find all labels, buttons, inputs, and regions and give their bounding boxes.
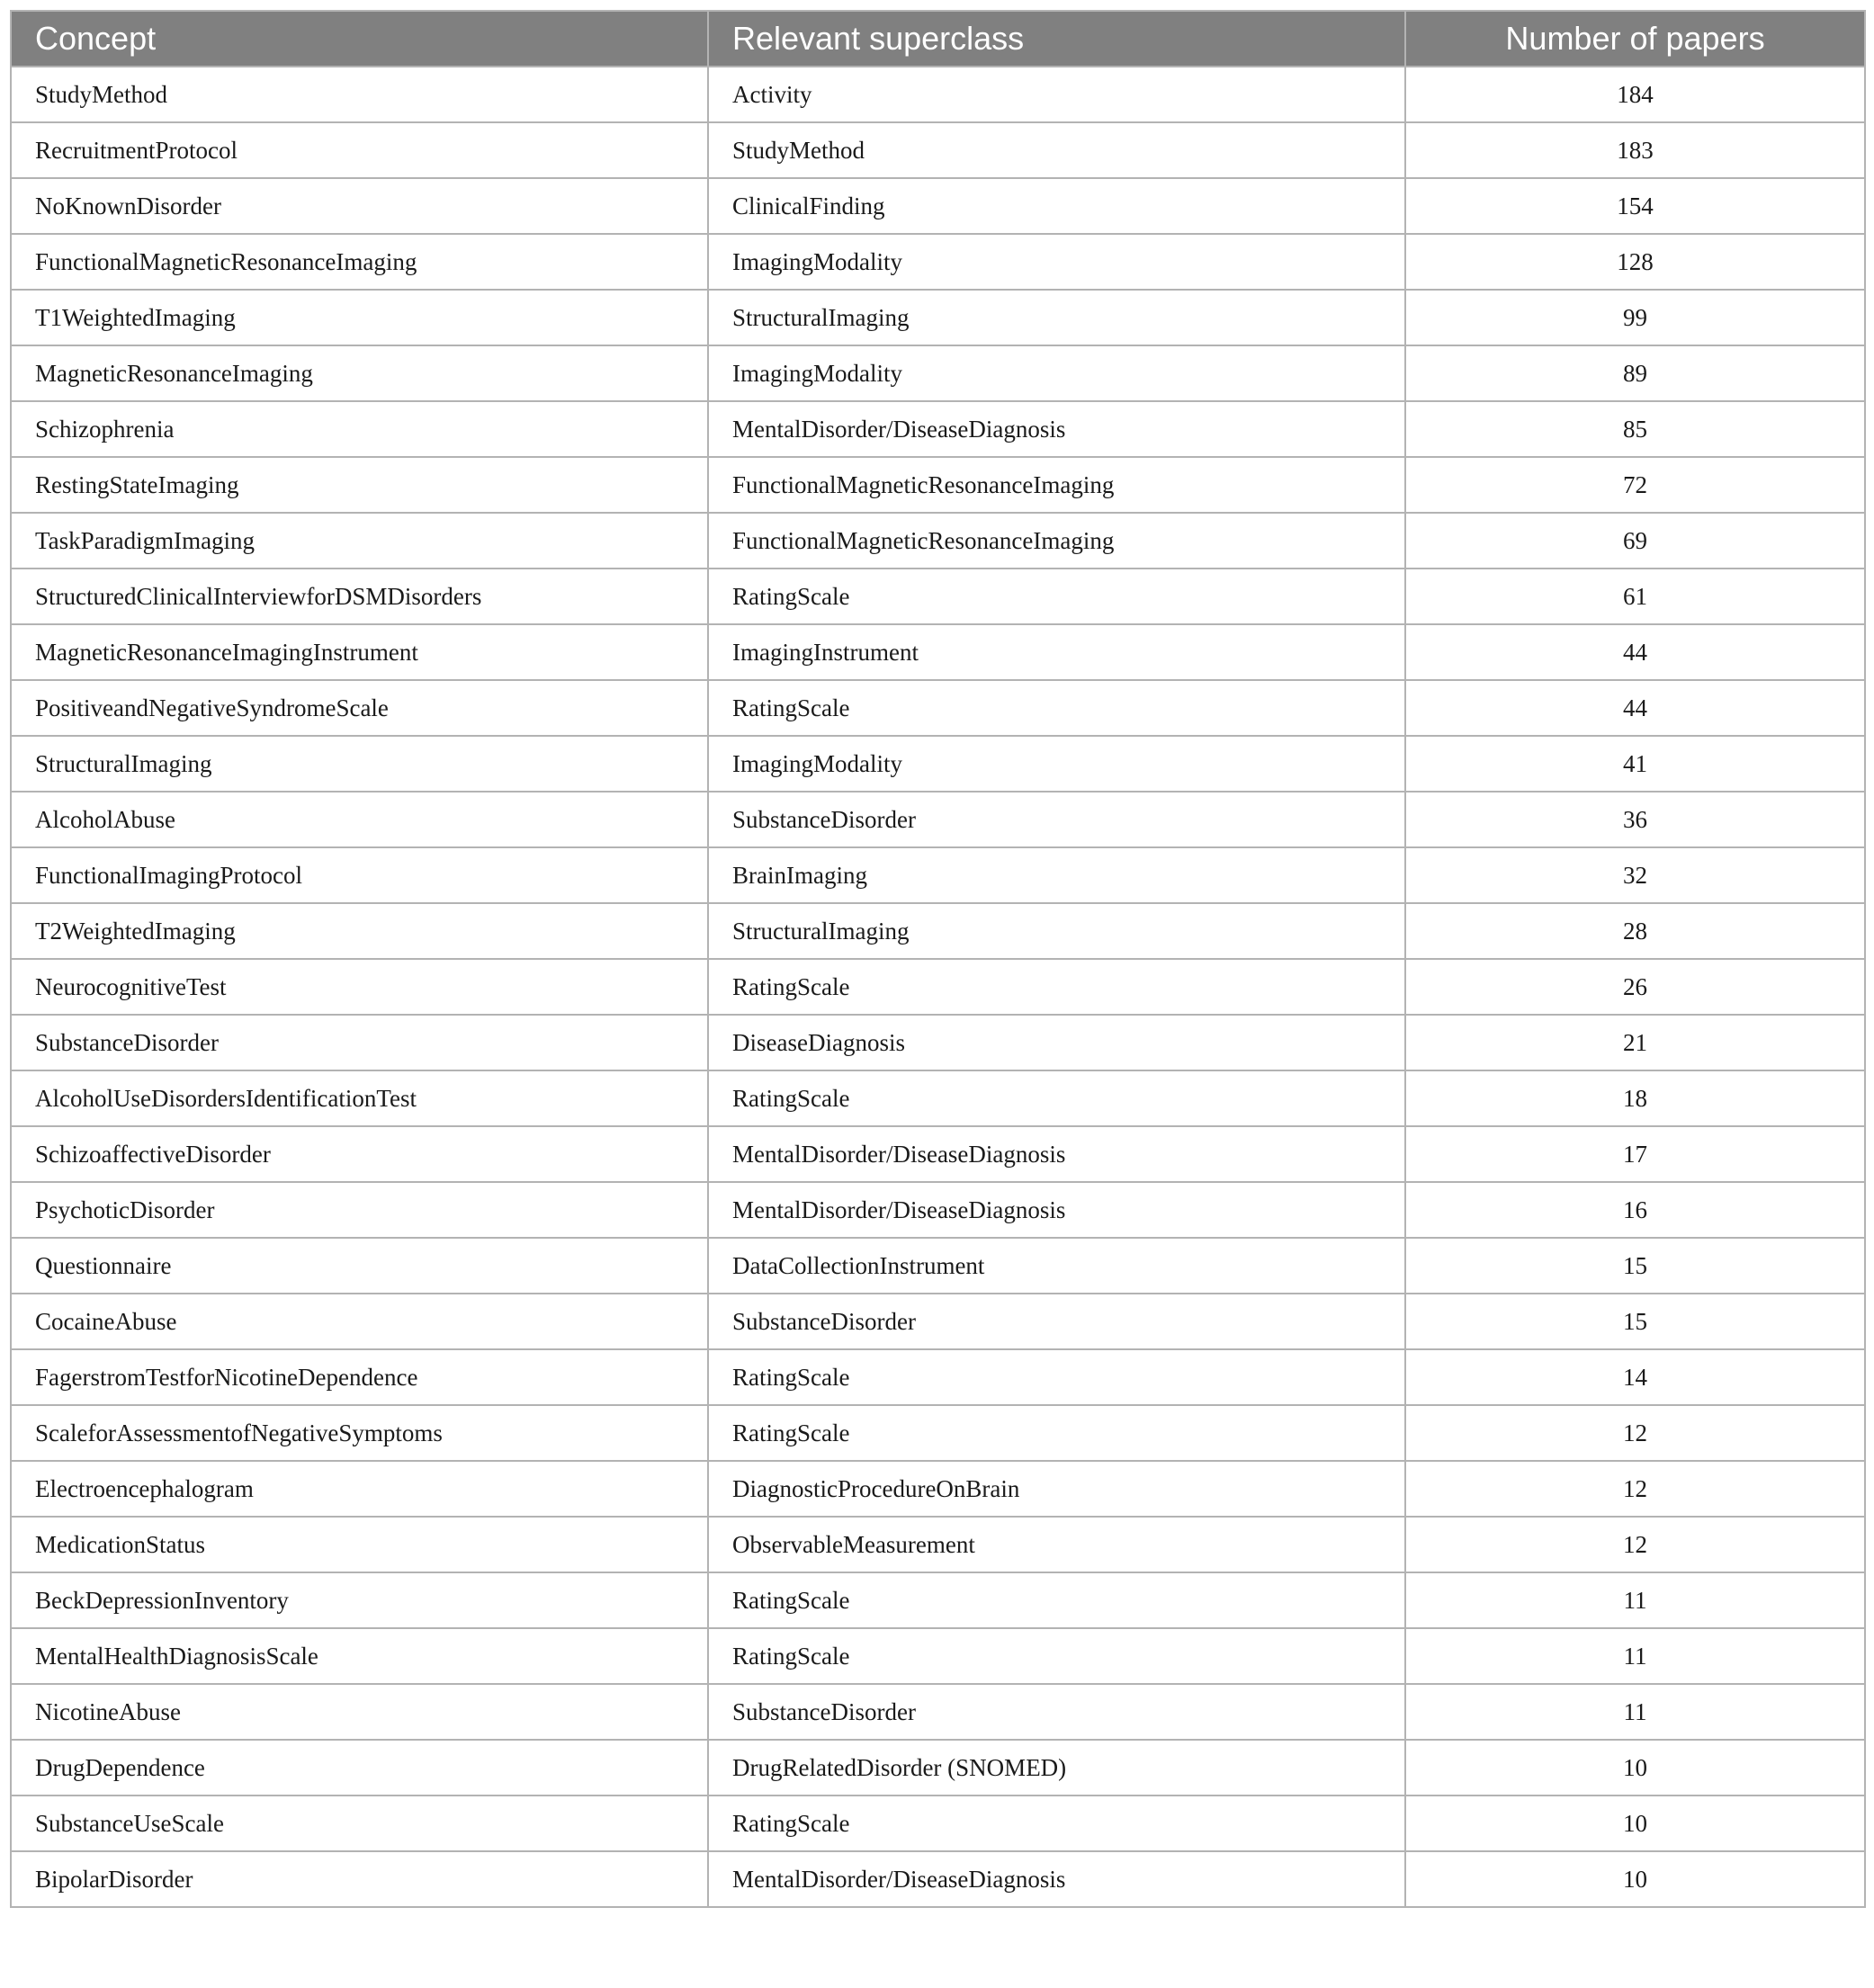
table-row bbox=[11, 345, 1865, 401]
cell-number-of-papers: 128 bbox=[1405, 234, 1865, 290]
table-row bbox=[11, 680, 1865, 736]
table-row bbox=[11, 1349, 1865, 1405]
cell-superclass: RatingScale bbox=[708, 1405, 1405, 1461]
header-number-of-papers: Number of papers bbox=[1405, 11, 1865, 67]
cell-number-of-papers: 99 bbox=[1405, 290, 1865, 345]
cell-concept: StructuredClinicalInterviewforDSMDisorders bbox=[11, 569, 708, 624]
table-row bbox=[11, 1851, 1865, 1907]
cell-superclass: RatingScale bbox=[708, 1628, 1405, 1684]
cell-number-of-papers: 10 bbox=[1405, 1740, 1865, 1795]
cell-number-of-papers: 15 bbox=[1405, 1294, 1865, 1349]
cell-number-of-papers: 26 bbox=[1405, 959, 1865, 1015]
cell-superclass: RatingScale bbox=[708, 1572, 1405, 1628]
table-row bbox=[11, 1182, 1865, 1238]
cell-number-of-papers: 12 bbox=[1405, 1517, 1865, 1572]
cell-number-of-papers: 89 bbox=[1405, 345, 1865, 401]
cell-concept: ScaleforAssessmentofNegativeSymptoms bbox=[11, 1405, 708, 1461]
cell-number-of-papers: 184 bbox=[1405, 67, 1865, 122]
table-row bbox=[11, 1126, 1865, 1182]
table-row bbox=[11, 290, 1865, 345]
cell-concept: PsychoticDisorder bbox=[11, 1182, 708, 1238]
cell-superclass: MentalDisorder/DiseaseDiagnosis bbox=[708, 1182, 1405, 1238]
cell-superclass: BrainImaging bbox=[708, 847, 1405, 903]
cell-concept: MagneticResonanceImagingInstrument bbox=[11, 624, 708, 680]
table-row bbox=[11, 234, 1865, 290]
cell-number-of-papers: 11 bbox=[1405, 1572, 1865, 1628]
cell-concept: MagneticResonanceImaging bbox=[11, 345, 708, 401]
cell-concept: TaskParadigmImaging bbox=[11, 513, 708, 569]
table-row bbox=[11, 1740, 1865, 1795]
cell-superclass: MentalDisorder/DiseaseDiagnosis bbox=[708, 1126, 1405, 1182]
cell-superclass: ClinicalFinding bbox=[708, 178, 1405, 234]
table-row bbox=[11, 1572, 1865, 1628]
table-row bbox=[11, 903, 1865, 959]
table-row bbox=[11, 401, 1865, 457]
table-row bbox=[11, 736, 1865, 792]
cell-number-of-papers: 41 bbox=[1405, 736, 1865, 792]
table-row bbox=[11, 959, 1865, 1015]
cell-superclass: DataCollectionInstrument bbox=[708, 1238, 1405, 1294]
table-row bbox=[11, 67, 1865, 122]
cell-number-of-papers: 17 bbox=[1405, 1126, 1865, 1182]
cell-superclass: RatingScale bbox=[708, 1349, 1405, 1405]
cell-number-of-papers: 44 bbox=[1405, 680, 1865, 736]
cell-concept: FagerstromTestforNicotineDependence bbox=[11, 1349, 708, 1405]
cell-superclass: DrugRelatedDisorder (SNOMED) bbox=[708, 1740, 1405, 1795]
table-row bbox=[11, 1294, 1865, 1349]
cell-superclass: DiseaseDiagnosis bbox=[708, 1015, 1405, 1070]
cell-number-of-papers: 21 bbox=[1405, 1015, 1865, 1070]
cell-superclass: ImagingModality bbox=[708, 736, 1405, 792]
table-row bbox=[11, 1684, 1865, 1740]
cell-concept: StudyMethod bbox=[11, 67, 708, 122]
cell-superclass: RatingScale bbox=[708, 680, 1405, 736]
cell-superclass: MentalDisorder/DiseaseDiagnosis bbox=[708, 1851, 1405, 1907]
cell-superclass: MentalDisorder/DiseaseDiagnosis bbox=[708, 401, 1405, 457]
cell-number-of-papers: 61 bbox=[1405, 569, 1865, 624]
table-row bbox=[11, 122, 1865, 178]
cell-number-of-papers: 11 bbox=[1405, 1628, 1865, 1684]
table-row bbox=[11, 847, 1865, 903]
cell-number-of-papers: 16 bbox=[1405, 1182, 1865, 1238]
cell-superclass: DiagnosticProcedureOnBrain bbox=[708, 1461, 1405, 1517]
table-row bbox=[11, 1238, 1865, 1294]
concepts-table bbox=[10, 10, 1866, 1908]
cell-concept: FunctionalMagneticResonanceImaging bbox=[11, 234, 708, 290]
cell-concept: DrugDependence bbox=[11, 1740, 708, 1795]
header-superclass: Relevant superclass bbox=[708, 11, 1405, 67]
cell-concept: PositiveandNegativeSyndromeScale bbox=[11, 680, 708, 736]
cell-superclass: RatingScale bbox=[708, 1070, 1405, 1126]
cell-number-of-papers: 69 bbox=[1405, 513, 1865, 569]
cell-number-of-papers: 36 bbox=[1405, 792, 1865, 847]
cell-concept: NicotineAbuse bbox=[11, 1684, 708, 1740]
cell-concept: RestingStateImaging bbox=[11, 457, 708, 513]
cell-superclass: SubstanceDisorder bbox=[708, 1684, 1405, 1740]
cell-concept: MedicationStatus bbox=[11, 1517, 708, 1572]
cell-superclass: StructuralImaging bbox=[708, 290, 1405, 345]
table-row bbox=[11, 1405, 1865, 1461]
table-row bbox=[11, 792, 1865, 847]
header-concept: Concept bbox=[11, 11, 708, 67]
cell-superclass: ImagingModality bbox=[708, 234, 1405, 290]
cell-superclass: ObservableMeasurement bbox=[708, 1517, 1405, 1572]
cell-superclass: SubstanceDisorder bbox=[708, 792, 1405, 847]
cell-concept: BipolarDisorder bbox=[11, 1851, 708, 1907]
cell-concept: RecruitmentProtocol bbox=[11, 122, 708, 178]
cell-number-of-papers: 12 bbox=[1405, 1405, 1865, 1461]
cell-concept: SubstanceUseScale bbox=[11, 1795, 708, 1851]
cell-concept: FunctionalImagingProtocol bbox=[11, 847, 708, 903]
cell-concept: MentalHealthDiagnosisScale bbox=[11, 1628, 708, 1684]
cell-superclass: FunctionalMagneticResonanceImaging bbox=[708, 457, 1405, 513]
cell-number-of-papers: 10 bbox=[1405, 1851, 1865, 1907]
cell-superclass: RatingScale bbox=[708, 569, 1405, 624]
cell-concept: StructuralImaging bbox=[11, 736, 708, 792]
cell-number-of-papers: 18 bbox=[1405, 1070, 1865, 1126]
cell-number-of-papers: 183 bbox=[1405, 122, 1865, 178]
cell-superclass: ImagingInstrument bbox=[708, 624, 1405, 680]
table-row bbox=[11, 1015, 1865, 1070]
cell-concept: T2WeightedImaging bbox=[11, 903, 708, 959]
cell-superclass: StudyMethod bbox=[708, 122, 1405, 178]
cell-superclass: StructuralImaging bbox=[708, 903, 1405, 959]
cell-concept: AlcoholAbuse bbox=[11, 792, 708, 847]
cell-number-of-papers: 12 bbox=[1405, 1461, 1865, 1517]
cell-superclass: RatingScale bbox=[708, 959, 1405, 1015]
cell-number-of-papers: 28 bbox=[1405, 903, 1865, 959]
table-row bbox=[11, 513, 1865, 569]
table-row bbox=[11, 1461, 1865, 1517]
table-row bbox=[11, 569, 1865, 624]
cell-number-of-papers: 14 bbox=[1405, 1349, 1865, 1405]
cell-number-of-papers: 32 bbox=[1405, 847, 1865, 903]
cell-number-of-papers: 85 bbox=[1405, 401, 1865, 457]
table-body bbox=[11, 67, 1865, 1907]
cell-concept: SchizoaffectiveDisorder bbox=[11, 1126, 708, 1182]
cell-concept: CocaineAbuse bbox=[11, 1294, 708, 1349]
cell-superclass: ImagingModality bbox=[708, 345, 1405, 401]
table-row bbox=[11, 1628, 1865, 1684]
header-row bbox=[11, 11, 1865, 67]
cell-superclass: Activity bbox=[708, 67, 1405, 122]
cell-concept: BeckDepressionInventory bbox=[11, 1572, 708, 1628]
cell-concept: Questionnaire bbox=[11, 1238, 708, 1294]
cell-number-of-papers: 154 bbox=[1405, 178, 1865, 234]
cell-number-of-papers: 15 bbox=[1405, 1238, 1865, 1294]
table-row bbox=[11, 624, 1865, 680]
cell-number-of-papers: 44 bbox=[1405, 624, 1865, 680]
cell-number-of-papers: 11 bbox=[1405, 1684, 1865, 1740]
cell-concept: NoKnownDisorder bbox=[11, 178, 708, 234]
cell-concept: Electroencephalogram bbox=[11, 1461, 708, 1517]
table-row bbox=[11, 1070, 1865, 1126]
cell-concept: T1WeightedImaging bbox=[11, 290, 708, 345]
cell-number-of-papers: 10 bbox=[1405, 1795, 1865, 1851]
cell-concept: SubstanceDisorder bbox=[11, 1015, 708, 1070]
table-row bbox=[11, 457, 1865, 513]
cell-superclass: FunctionalMagneticResonanceImaging bbox=[708, 513, 1405, 569]
cell-concept: AlcoholUseDisordersIdentificationTest bbox=[11, 1070, 708, 1126]
cell-superclass: SubstanceDisorder bbox=[708, 1294, 1405, 1349]
table-row bbox=[11, 178, 1865, 234]
cell-concept: Schizophrenia bbox=[11, 401, 708, 457]
cell-concept: NeurocognitiveTest bbox=[11, 959, 708, 1015]
table-row bbox=[11, 1517, 1865, 1572]
table-row bbox=[11, 1795, 1865, 1851]
cell-number-of-papers: 72 bbox=[1405, 457, 1865, 513]
cell-superclass: RatingScale bbox=[708, 1795, 1405, 1851]
